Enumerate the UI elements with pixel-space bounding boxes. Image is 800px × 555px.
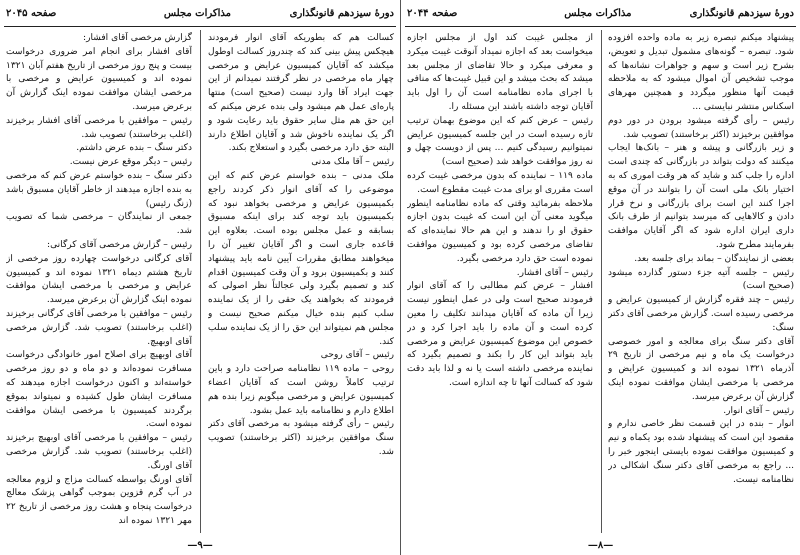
paragraph: رئیس – رأی گرفته میشود برودن در دور دوم موافقین برخیزند (اکثر برخاستند) تصویب شد. — [608, 115, 794, 140]
left-page-left-column — [6, 32, 192, 533]
speaker-line: رئیس – جلسه آتیه جزء دستور گذارده میشود (صحیح است) — [608, 267, 794, 292]
paragraph: رئیس – چند فقره گزارش از کمیسیون عرایض و مرخصی رسیده است. گزارش مرخصی آقای دکتر سنگ: — [608, 295, 794, 333]
paragraph: از مجلس غیبت کند اول از مجلس اجازه میخواست بعد که اجازه نمیداد آنوقت غیبت میکرد و معرفی میکرد و حالا تقاضای از مجلس بعد میشد که بحث میشد و این قبیل غیبت‌ها که منافی با اجرای ماده نظامنامه است آن را اول باید آقایان توجه داشته باشند این مسئله را. — [407, 33, 593, 112]
header-title: مذاکرات مجلس — [163, 8, 232, 19]
page-number: —۸— — [587, 540, 614, 551]
paragraph: آقای افشار برای انجام امر ضروری درخواست بیست و پنج روز مرخصی از تاریخ هفتم آبان ۱۳۲۱ نموده اند و کمیسیون عرایض و مرخصی با مرخصی ایشان موافقت نموده اینک گزارش آن برعرض میرسد. — [6, 46, 192, 112]
paragraph: کسالت هم که بطوریکه آقای انوار فرمودند هیچکس پیش بینی کند که چندروز کسالت اوطول میکشد که آقایان کمیسیون عرایض و مرخصی چهار ماه مرخصی در نظر گرفتند نمیدانم از این جهت ایراد آقا وارد نیست (صحیح است) منتها پاره‌ای عمل هم میشود ولی بنده عرض میکنم که این حق هم مثل سایر حقوق باید رعایت شود و اگر یک نماینده ناخوش شد و آقایان اطلاع دارند البته حق دارد مرخصی بگیرد و استعلاج بکند. — [208, 33, 394, 154]
speaker-line: رئیس – آقا ملک مدنی — [311, 157, 394, 168]
paragraph: ماده ۱۱۹ – نماینده که بدون مرخصی غیبت کرده است مقرری او برای مدت غیبت مقطوع است. — [407, 170, 593, 195]
column-separator — [200, 30, 201, 533]
column-separator — [601, 30, 602, 533]
paragraph: افشار – عرض کنم مطالبی را که آقای انوار فرمودند صحیح است ولی در عمل اینطور نیست زیرا آن ماده که آقایان میدانند تکلیف را معین کرده است و آن ماده را باید اجرا کرد و در خصوص این موضوع کمیسیون عرایض و مرخصی باید بتواند این کار را بکند و تصمیم بگیرد که نماینده مرخصی داشته است یا نه و لذا باید دقت شود که کسالت آنها تا چه اندازه است. — [407, 281, 593, 388]
paragraph: و زیر بازرگانی و پیشه و هنر – بانک‌ها ایجاب میکنند که دولت بتواند در بازرگانی که چندی است اداره را جلب کند و شاید که هر وقت اموری که به اختیار بانک ملی است آن را بتوانند در آن موقع اجرا کنند این است برای بازرگانی و نرخ قرار دادن و کالاهایی که میرسد بتوانیم از طرف بانک داری ایران اداره شود که اگر آقایان موافقت بفرمایند مطرح شود. — [608, 143, 794, 250]
paragraph: رئیس – موافقین با مرخصی آقای کرگانی برخیزند (اغلب برخاستند) تصویب شد. گزارش مرخصی آقای اوبهیچ. — [6, 308, 192, 347]
paragraph: دکتر سنگ – بنده خواستم عرض کنم که مرخصی به بنده اجازه میدهند از خاطر آقایان مسبوق باشد (زنگ رئیس) — [6, 170, 192, 209]
header-session: دورهٔ سیزدهم قانونگذاری — [289, 8, 394, 19]
paragraph: ملک مدنی – بنده خواستم عرض کنم که این موضوعی را که آقای انوار ذکر کردند راجع بکمیسیون عرایض و مرخصی بخواهد نبود که بکمیسیون باید توجه کند برای اینکه مسبوق بسابقه و عمل مجلس بوده است. بعلاوه این قاعده جاری است و اگر آقایان تغییر آن را میخواهند مطابق مقررات آیین نامه باید پیشنهاد کنند و بکمیسیون برود و آن وقت کمیسیون اقدام کند و تصمیم بگیرد ولی عجالتاً نظر اصولی که فرمودند که بخواهند یک حقی را از یک نماینده سلب کنیم بنده خیال میکنم صحیح نیست و مجلس هم نمیتواند این حق را از یک نماینده سلب کند. — [208, 170, 394, 347]
paragraph: رئیس – عرض کنم که این موضوع بهمان ترتیب تازه رسیده است در این جلسه کمیسیون عرایض نمیتوانیم رسیدگی کنیم ... پس از دویست چهل و نه روز موافقت خواهد شد (صحیح است) — [407, 115, 593, 168]
report-heading: گزارش مرخصی آقای افشار: — [83, 33, 192, 43]
right-page — [400, 0, 800, 555]
left-page-header — [6, 8, 394, 24]
speaker-line: رئیس – دیگر موقع عرض نیست. — [69, 157, 192, 168]
paragraph: پیشنهاد میکنم تبصره زیر به ماده واحده افزوده شود. تبصره – گونه‌های مشمول تبدیل و تعویض، بشرح زیر است و سهم و جواهرات نشانه‌ها که موجب تشخیص آن اموال میشود که به ملاحظه قیمت آنها منظور میگردد و همچنین مهرهای اسکناس منتشر نبایستی ... — [608, 33, 794, 112]
right-page-right-column — [608, 32, 794, 533]
paragraph: آقای کرگانی درخواست چهارده روز مرخصی از تاریخ هشتم دیماه ۱۳۲۱ نموده اند و کمیسیون عرایض و مرخصی با مرخصی ایشان موافقت نموده اینک گزارش آن برعرض میرسد. — [6, 253, 192, 306]
header-title: مذاکرات مجلس — [564, 8, 632, 19]
speaker-line: رئیس – آقای افشار. — [516, 267, 593, 278]
header-page-label: صفحه ۲۰۴۴ — [407, 8, 458, 19]
paragraph: روحی – ماده ۱۱۹ نظامنامه صراحت دارد و باین ترتیب کاملاً روشن است که آقایان اعضاء کمیسیون عرایض و مرخصی میگویم زیرا بنده هم اطلاع دارم و نظامنامه باید عمل بشود. — [208, 364, 394, 416]
paragraph: رئیس – گزارش مرخصی آقای کرگانی: — [47, 239, 192, 250]
paragraph: رئیس – موافقین با مرخصی آقای اوبهیچ برخیزند (اغلب برخاستند) تصویب شد. گزارش مرخصی آقای اورنگ. — [6, 433, 192, 471]
right-page-header — [407, 8, 794, 24]
right-page-left-column — [407, 32, 593, 533]
speaker-line: رئیس – آقای انوار. — [723, 405, 794, 416]
paragraph: رئیس – رأی گرفته میشود به مرخصی آقای دکتر سنگ موافقین برخیزند (اکثر برخاستند) تصویب شد. — [208, 419, 394, 457]
header-rule — [4, 26, 396, 27]
header-page-label: صفحه ۲۰۴۵ — [6, 8, 57, 19]
left-page-right-column — [208, 32, 394, 533]
header-session: دورهٔ سیزدهم قانونگذاری — [689, 8, 794, 19]
paragraph: رئیس – موافقین با مرخصی آقای افشار برخیزند (اغلب برخاستند) تصویب شد. — [6, 115, 192, 140]
page-number: —۹— — [187, 540, 213, 551]
paragraph: انوار – بنده در این قسمت نظر خاصی ندارم و مقصود این است که پیشنهاد شده بود یکماه و نیم و کمیسیون موافقت نموده بایستی اینجور خبر را ... راجع به مرخصی آقای دکتر سنگ اشکالی در نظامنامه نیست. — [608, 419, 794, 485]
paragraph: ملاحظه بفرمائید وقتی که ماده نظامنامه اینطور میگوید معنی آن این است که غیبت بدون اجازه حقوق او را ندهند و این هم حالا نماینده‌ای که تقاضای مرخصی کرده بود و کمیسیون موافقت نموده است حق دارد مرخصی بگیرد. — [407, 198, 593, 264]
header-rule — [405, 26, 796, 27]
paragraph: آقای دکتر سنگ برای معالجه و امور خصوصی درخواست یک ماه و نیم مرخصی از تاریخ ۲۹ آذرماه ۱۳۲۱ نموده اند و کمیسیون عرایض و مرخصی با مرخصی ایشان موافقت نموده اینک گزارش آن برعرض میرسد. — [608, 336, 794, 402]
speaker-line: رئیس – آقای روحی — [320, 350, 394, 361]
speaker-line: بعضی از نمایندگان – بماند برای جلسه بعد. — [634, 253, 794, 264]
paragraph: جمعی از نمایندگان – مرخصی شما که تصویب شد. — [6, 212, 192, 237]
paragraph: آقای اورنگ بواسطه کسالت مزاج و لزوم معالجه در آب گرم قزوین بموجب گواهی پزشک معالج درخواست پنجاه و هشت روز مرخصی از تاریخ ۲۲ مهر ۱۳۲۱ نموده اند — [6, 474, 192, 526]
paragraph: آقای اوبهیچ برای اصلاح امور خانوادگی درخواست مسافرت نموده‌اند و دو ماه و دو روز مرخصی خواسته‌اند و اکنون درخواست اجازه میدهند که مسافرت ایشان طول کشیده و نمیتواند بموقع برگردند کمیسیون با مرخصی ایشان موافقت نموده است. — [6, 350, 192, 430]
speaker-line: دکتر سنگ – بنده عرض داشتم. — [76, 143, 192, 154]
